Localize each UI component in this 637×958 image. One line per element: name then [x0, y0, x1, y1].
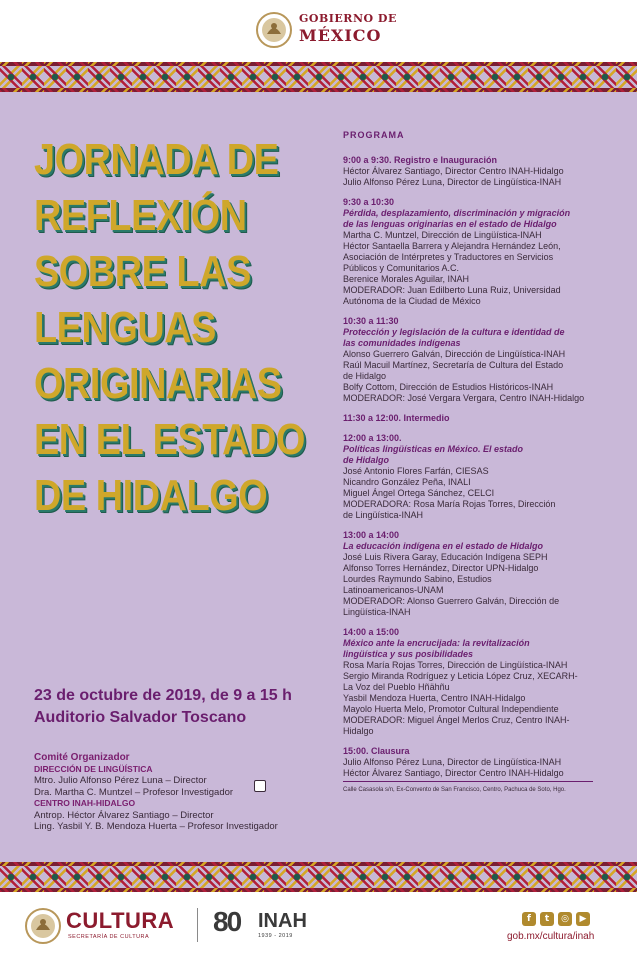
session-topic: Protección y legislación de la cultura e identidad de [343, 327, 565, 337]
committee-member: Dra. Martha C. Muntzel – Profesor Investigador [34, 786, 234, 798]
session-topic: las comunidades indígenas [343, 338, 461, 348]
divider [343, 781, 593, 782]
committee-member: Antrop. Héctor Álvarez Santiago – Director [34, 809, 214, 821]
speaker: José Luis Rivera Garay, Educación Indígena SEPH [343, 552, 548, 562]
session-time: 13:00 a 14:00 [343, 530, 400, 540]
speaker: Julio Alfonso Pérez Luna, Director de Lingüística-INAH [343, 177, 562, 187]
program-heading: PROGRAMA [343, 130, 405, 140]
moderator: MODERADOR: Miguel Ángel Merlos Cruz, Centro INAH- [343, 715, 570, 725]
session-topic: La educación indígena en el estado de Hidalgo [343, 541, 544, 551]
youtube-icon[interactable]: ▶ [576, 912, 590, 926]
committee-heading: Comité Organizador [34, 752, 130, 763]
session-topic: de las lenguas originarias en el estado de Hidalgo [343, 219, 557, 229]
committee-group: DIRECCIÓN DE LINGÜÍSTICA [34, 763, 153, 774]
moderator: MODERADOR: Juan Edilberto Luna Ruiz, Universidad [343, 285, 561, 295]
session-time: 12:00 a 13:00. [343, 433, 402, 443]
speaker: Berenice Morales Aguilar, INAH [343, 274, 470, 284]
title-line: EN EL ESTADO [34, 415, 305, 464]
speaker: Raúl Macuil Martínez, Secretaría de Cultura del Estado [343, 360, 564, 370]
instagram-icon[interactable]: ◎ [558, 912, 572, 926]
footer-separator [197, 908, 198, 942]
program-block [343, 413, 593, 424]
speaker: Héctor Álvarez Santiago, Director Centro INAH-Hidalgo [343, 768, 564, 778]
speaker: Latinoamericanos-UNAM [343, 585, 444, 595]
speaker: Asociación de Intérpretes y Traductores en Servicios [343, 252, 554, 262]
speaker: Rosa María Rojas Torres, Dirección de Lingüística-INAH [343, 660, 568, 670]
committee-group: CENTRO INAH-HIDALGO [34, 798, 136, 808]
speaker: Públicos y Comunitarios A.C. [343, 263, 460, 273]
committee-member: Mtro. Julio Alfonso Pérez Luna – Director [34, 775, 207, 786]
program-block [343, 627, 593, 737]
moderator: MODERADOR: Alonso Guerrero Galván, Dirección de [343, 596, 560, 606]
event-title [34, 132, 324, 524]
eagle-seal-icon [255, 10, 293, 50]
inah-years: 1939 - 2019 [258, 933, 293, 939]
speaker: Yasbil Mendoza Huerta, Centro INAH-Hidalgo [343, 693, 526, 703]
moderator: Hidalgo [343, 726, 374, 736]
title-line: ORIGINARIAS [34, 359, 282, 408]
gobierno-line1: GOBIERNO DE [299, 12, 397, 25]
moderator: MODERADOR: José Vergara Vergara, Centro INAH-Hidalgo [343, 393, 585, 403]
speaker: Bolfy Cottom, Dirección de Estudios Históricos-INAH [343, 382, 554, 392]
session-topic: de Hidalgo [343, 455, 390, 465]
program-block [343, 746, 593, 779]
session-time: 14:00 a 15:00 [343, 627, 400, 637]
speaker: La Voz del Pueblo Hñähñu [343, 682, 450, 692]
event-venue: Auditorio Salvador Toscano [34, 709, 247, 726]
session-topic: lingüística y sus posibilidades [343, 649, 474, 659]
speaker: Alonso Guerrero Galván, Dirección de Lingüística-INAH [343, 349, 566, 359]
session-topic: Pérdida, desplazamiento, discriminación y migración [343, 208, 571, 218]
program-block [343, 316, 593, 404]
session-topic: Políticas lingüísticas en México. El estado [343, 444, 524, 454]
speaker: José Antonio Flores Farfán, CIESAS [343, 466, 489, 476]
gobierno-line2: MÉXICO [299, 26, 382, 45]
program-block [343, 155, 593, 188]
program-block [343, 433, 593, 521]
speaker: Martha C. Muntzel, Dirección de Lingüística-INAH [343, 230, 542, 240]
title-line: REFLEXIÓN [34, 191, 247, 240]
speaker: Alfonso Torres Hernández, Director UPN-Hidalgo [343, 563, 539, 573]
speaker: Lourdes Raymundo Sabino, Estudios [343, 574, 492, 584]
cultura-subtitle: SECRETARÍA DE CULTURA [68, 934, 150, 940]
title-line: JORNADA DE [34, 135, 279, 184]
speaker: Miguel Ángel Ortega Sánchez, CELCI [343, 488, 495, 498]
session-time: 9:30 a 10:30 [343, 197, 395, 207]
title-line: DE HIDALGO [34, 471, 268, 520]
moderator: Autónoma de la Ciudad de México [343, 296, 481, 306]
cultura-seal-icon [24, 906, 62, 946]
program-block [343, 530, 593, 618]
inah-80-mark: 80 [213, 906, 241, 937]
session-time: 15:00. Clausura [343, 746, 410, 756]
organizing-committee [34, 752, 304, 833]
twitter-icon[interactable]: t [540, 912, 554, 926]
speaker: Héctor Santaella Barrera y Alejandra Hernández León, [343, 241, 561, 251]
top-pattern-border [0, 62, 637, 92]
facebook-icon[interactable]: f [522, 912, 536, 926]
cultura-wordmark: CULTURA [66, 908, 175, 933]
social-links [522, 912, 590, 926]
venue-address: Calle Casasola s/n, Ex-Convento de San Francisco, Centro, Pachuca de Soto, Hgo. [343, 787, 566, 793]
session-time: 10:30 a 11:30 [343, 316, 399, 326]
session-time: 9:00 a 9:30. Registro e Inauguración [343, 155, 498, 165]
header [0, 0, 637, 62]
license-icon [254, 780, 266, 792]
moderator: MODERADORA: Rosa María Rojas Torres, Dirección [343, 499, 556, 509]
bottom-pattern-border [0, 862, 637, 892]
speaker: Mayolo Huerta Melo, Promotor Cultural Independiente [343, 704, 559, 714]
moderator: de Lingüística-INAH [343, 510, 424, 520]
gobierno-wordmark [299, 12, 397, 45]
inah-wordmark: INAH [258, 910, 307, 932]
title-line: SOBRE LAS [34, 247, 251, 296]
website-link[interactable]: gob.mx/cultura/inah [507, 931, 595, 942]
speaker: Héctor Álvarez Santiago, Director Centro INAH-Hidalgo [343, 166, 564, 176]
speaker: Julio Alfonso Pérez Luna, Director de Lingüística-INAH [343, 757, 562, 767]
program-block [343, 197, 593, 307]
speaker: Nicandro González Peña, INALI [343, 477, 471, 487]
speaker: de Hidalgo [343, 371, 387, 381]
poster-body [0, 92, 637, 862]
footer [0, 892, 637, 958]
moderator: Lingüística-INAH [343, 607, 411, 617]
session-topic: México ante la encrucijada: la revitalización [343, 638, 530, 648]
session-time: 11:30 a 12:00. Intermedio [343, 413, 450, 423]
program [343, 130, 593, 796]
title-line: LENGUAS [34, 303, 216, 352]
speaker: Sergio Miranda Rodríguez y Leticia López Cruz, XECARH- [343, 671, 578, 681]
event-date: 23 de octubre de 2019, de 9 a 15 h [34, 687, 292, 704]
committee-member: Ling. Yasbil Y. B. Mendoza Huerta – Profesor Investigador [34, 821, 278, 832]
